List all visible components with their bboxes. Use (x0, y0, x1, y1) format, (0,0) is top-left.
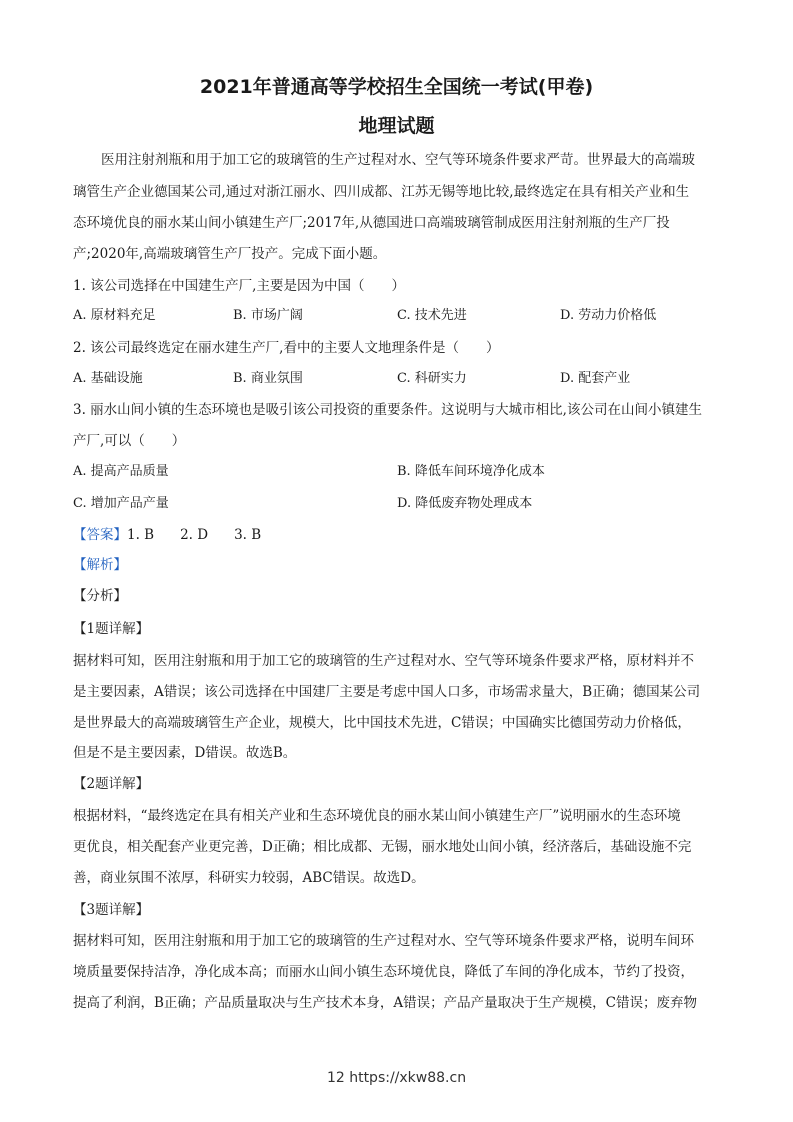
question-3-option-d: D. 降低废弃物处理成本 (397, 496, 533, 511)
page-footer: 12 https://xkw88.cn (326, 1070, 467, 1086)
detail-2-line: 根据材料，“最终选定在具有相关产业和生态环境优良的丽水某山间小镇建生产厂”说明丽水的生态环境 (73, 808, 681, 824)
question-1-option-a: A. 原材料充足 (73, 308, 156, 323)
exam-subject-title: 地理试题 (358, 115, 435, 137)
material-line: 产;2020年,高端玻璃管生产厂投产。完成下面小题。 (73, 246, 387, 262)
question-3-stem: 产厂,可以（ ） (73, 433, 186, 449)
answer-line (73, 526, 261, 544)
detail-1-label: 【1题详解】 (73, 621, 150, 637)
detail-2-line: 更优良，相关配套产业更完善，D正确；相比成都、无锡，丽水地处山间小镇，经济落后，基础设施不完 (73, 839, 692, 855)
detail-1-line: 是世界最大的高端玻璃管生产企业，规模大，比中国技术先进，C错误；中国确实比德国劳动力价格低， (73, 715, 691, 731)
detail-1-line: 但是不是主要因素，D错误。故选B。 (73, 745, 297, 761)
answer-item: 1. B (127, 527, 155, 543)
answer-item: 3. B (234, 527, 262, 543)
detail-1-line: 据材料可知，医用注射瓶和用于加工它的玻璃管的生产过程对水、空气等环境条件要求严格，原材料并不 (73, 653, 694, 669)
question-3-option-a: A. 提高产品质量 (73, 464, 169, 479)
question-3-option-b: B. 降低车间环境净化成本 (397, 464, 545, 479)
detail-3-line: 提高了利润，B正确；产品质量取决与生产技术本身，A错误；产品产量取决于生产规模，C错误；废弃物 (73, 995, 697, 1011)
question-2-stem: 2. 该公司最终选定在丽水建生产厂,看中的主要人文地理条件是（ ） (73, 340, 500, 356)
material-line: 璃管生产企业德国某公司,通过对浙江丽水、四川成都、江苏无锡等地比较,最终选定在具有相关产业和生 (73, 184, 690, 200)
detail-2-label: 【2题详解】 (73, 776, 150, 792)
detail-1-line: 是主要因素，A错误；该公司选择在中国建厂主要是考虑中国人口多，市场需求量大，B正确；德国某公司 (73, 684, 701, 700)
material-line: 态环境优良的丽水某山间小镇建生产厂;2017年,从德国进口高端玻璃管制成医用注射剂瓶的生产厂投 (73, 215, 670, 231)
question-1-option-b: B. 市场广阔 (233, 308, 303, 323)
question-1-option-d: D. 劳动力价格低 (560, 308, 657, 323)
analysis-label: 【解析】 (73, 557, 127, 573)
detail-3-line: 据材料可知，医用注射瓶和用于加工它的玻璃管的生产过程对水、空气等环境条件要求严格，说明车间环 (73, 933, 694, 949)
fenxi-label: 【分析】 (73, 588, 127, 604)
question-2-option-d: D. 配套产业 (560, 371, 631, 386)
answer-label: 【答案】 (73, 527, 127, 543)
detail-3-label: 【3题详解】 (73, 902, 150, 918)
question-3-option-c: C. 增加产品产量 (73, 496, 169, 511)
question-1-stem: 1. 该公司选择在中国建生产厂,主要是因为中国（ ） (73, 278, 405, 294)
detail-3-line: 境质量要保持洁净，净化成本高；而丽水山间小镇生态环境优良，降低了车间的净化成本，节约了投资， (73, 964, 694, 980)
exam-title: 2021年普通高等学校招生全国统一考试(甲卷) (199, 76, 594, 98)
material-line: 医用注射剂瓶和用于加工它的玻璃管的生产过程对水、空气等环境条件要求严苛。世界最大的高端玻 (101, 152, 695, 168)
answer-item: 2. D (180, 527, 209, 543)
question-2-option-a: A. 基础设施 (73, 371, 143, 386)
question-1-option-c: C. 技术先进 (397, 308, 467, 323)
question-2-option-c: C. 科研实力 (397, 371, 467, 386)
detail-2-line: 善，商业氛围不浓厚，科研实力较弱，ABC错误。故选D。 (73, 870, 425, 886)
question-3-stem: 3. 丽水山间小镇的生态环境也是吸引该公司投资的重要条件。这说明与大城市相比,该公司在山间小镇建生 (73, 402, 702, 418)
question-2-option-b: B. 商业氛围 (233, 371, 303, 386)
